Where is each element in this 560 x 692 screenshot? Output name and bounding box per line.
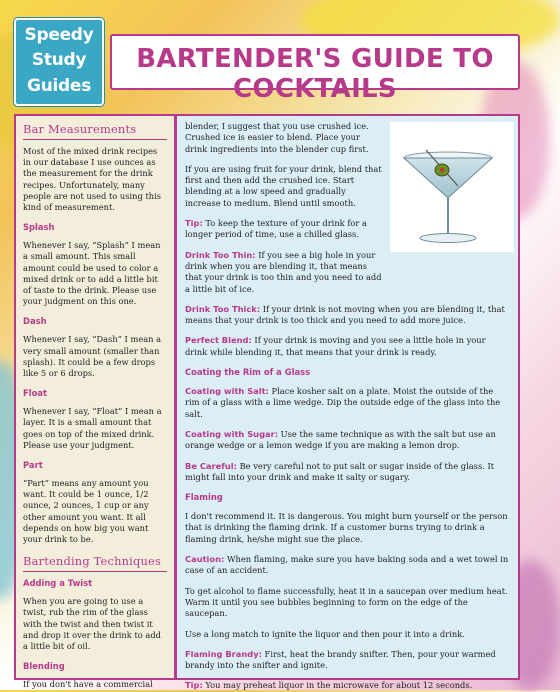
splash-paragraph: Whenever I say, “Splash” I mean a small amount. This small amount could be used to color a mixed drink or to add a little bit of taste to the drink. Please use your judgment on this one. [23, 240, 161, 307]
blending-continued-paragraph: blender, I suggest that you use crushed ice. Crushed ice is easier to blend. Place your drink ingredients into the blender cup first. [185, 121, 369, 154]
blending-heading: Blending [23, 661, 65, 672]
splash-heading: Splash [23, 222, 55, 233]
float-heading: Float [23, 388, 48, 399]
flaming-match-paragraph: Use a long match to ignite the liquor and then pour it into a drink. [185, 628, 465, 639]
caution-label: Caution: [185, 554, 225, 565]
logo-line-3: Guides [27, 76, 91, 96]
blending-paragraph: If you don't have a commercial [23, 679, 153, 690]
flaming-brandy-paragraph [185, 649, 510, 672]
be-careful-paragraph [185, 461, 510, 484]
section-heading-bartending-techniques: Bartending Techniques [23, 554, 167, 572]
logo-line-1: Speedy [24, 25, 94, 45]
adding-twist-heading: Adding a Twist [23, 578, 93, 589]
part-heading: Part [23, 460, 43, 471]
coating-sugar-paragraph [185, 429, 510, 452]
flaming-heading: Flaming [185, 492, 223, 503]
be-careful-label: Be Careful: [185, 460, 237, 471]
drink-too-thin-text: If you see a big hole in your drink when you are blending it, that means that your drink is too thin and you need to add a little bit of ice. [185, 249, 382, 294]
coating-salt-text: Place kosher salt on a plate. Moist the outside of the rim of a glass with a lime wedge. Dip the outside edge of the glass into the salt. [185, 386, 501, 419]
speedy-study-guides-logo [14, 18, 104, 106]
martini-glass-icon [390, 122, 514, 252]
dash-paragraph: Whenever I say, “Dash” I mean a very small amount (smaller than splash). It could be a few drops like 5 or 6 drops. [23, 334, 162, 379]
perfect-blend-label: Perfect Blend: [185, 335, 252, 346]
tip-chilled-glass [185, 218, 383, 241]
drink-too-thick-label: Drink Too Thick: [185, 303, 261, 314]
flaming-brandy-text: First, heat the brandy snifter. Then, pour your warmed brandy into the snifter and ignite. [185, 648, 496, 671]
flaming-intro-paragraph: I don't recommend it. It is dangerous. You might burn yourself or the person that is drinking the flaming drink. If a customer burns trying to drink a flaming drink, he/she might sue the place. [185, 511, 508, 544]
coating-sugar-text: Use the same technique as with the salt but use an orange wedge or a lemon wedge if you are making a lemon drop. [185, 428, 496, 451]
coating-rim-heading: Coating the Rim of a Glass [185, 367, 311, 378]
title-banner [110, 34, 520, 104]
dash-heading: Dash [23, 316, 47, 327]
perfect-blend-text: If your drink is moving and you see a little hole in your drink while blending it, that means that your drink is ready. [185, 335, 486, 357]
part-paragraph: “Part” means any amount you want. It could be 1 ounce, 1/2 ounce, 2 ounces, 1 cup or any other amount you want. It all depends on how big you want your drink to be. [23, 478, 149, 545]
tip-label: Tip: [185, 218, 203, 229]
be-careful-text: Be very careful not to put salt or sugar inside of the glass. It might fall into your drink and make it salty or sugary. [185, 460, 495, 482]
caution-paragraph [185, 554, 510, 577]
float-paragraph: Whenever I say, “Float” I mean a layer. It is a small amount that goes on top of the mixed drink. Please use your judgment. [23, 406, 162, 450]
martini-glass-illustration [390, 122, 514, 252]
tip-text: To keep the texture of your drink for a longer period of time, use a chilled glass. [185, 218, 367, 240]
logo-line-2: Study [31, 50, 87, 70]
fruit-paragraph: If you are using fruit for your drink, blend that first and then add the crushed ice. Start blending at a low speed and gradually increase to medium. Blend until smooth. [185, 163, 382, 208]
tip-microwave-text: You may preheat liquor in the microwave for about 12 seconds. [202, 680, 473, 691]
left-column [14, 114, 176, 690]
coating-salt-label: Coating with Salt: [185, 386, 269, 397]
drink-too-thick-text: If your drink is not moving when you are blending it, that means that your drink is too thick and you need to add more juice. [185, 303, 505, 326]
flaming-heat-paragraph: To get alcohol to flame successfully, heat it in a saucepan over medium heat. Warm it until you see bubbles beginning to form on the edge of the saucepan. [185, 585, 508, 619]
page-title: BARTENDER'S GUIDE TO COCKTAILS [136, 44, 494, 104]
caution-text: When flaming, make sure you have baking soda and a wet towel in case of an accident. [185, 554, 509, 576]
flaming-brandy-label: Flaming Brandy: [185, 648, 262, 659]
drink-too-thick-paragraph [185, 304, 510, 327]
intro-paragraph: Most of the mixed drink recipes in our database I use ounces as the measurement for the drink recipes. Unfortunately, many people are not used to using this kind of measurement. [23, 146, 162, 213]
tip-microwave-label: Tip: [185, 680, 203, 691]
coating-sugar-label: Coating with Sugar: [185, 428, 279, 439]
adding-twist-paragraph: When you are going to use a twist, rub the rim of the glass with the twist and then twist it and drop it over the drink to add a little bit of oil. [23, 596, 161, 652]
drink-too-thin-paragraph [185, 250, 383, 295]
tip-microwave-paragraph [185, 680, 510, 691]
section-heading-bar-measurements: Bar Measurements [23, 122, 167, 140]
perfect-blend-paragraph [185, 335, 510, 358]
coating-salt-paragraph [185, 386, 510, 420]
drink-too-thin-label: Drink Too Thin: [185, 249, 256, 260]
